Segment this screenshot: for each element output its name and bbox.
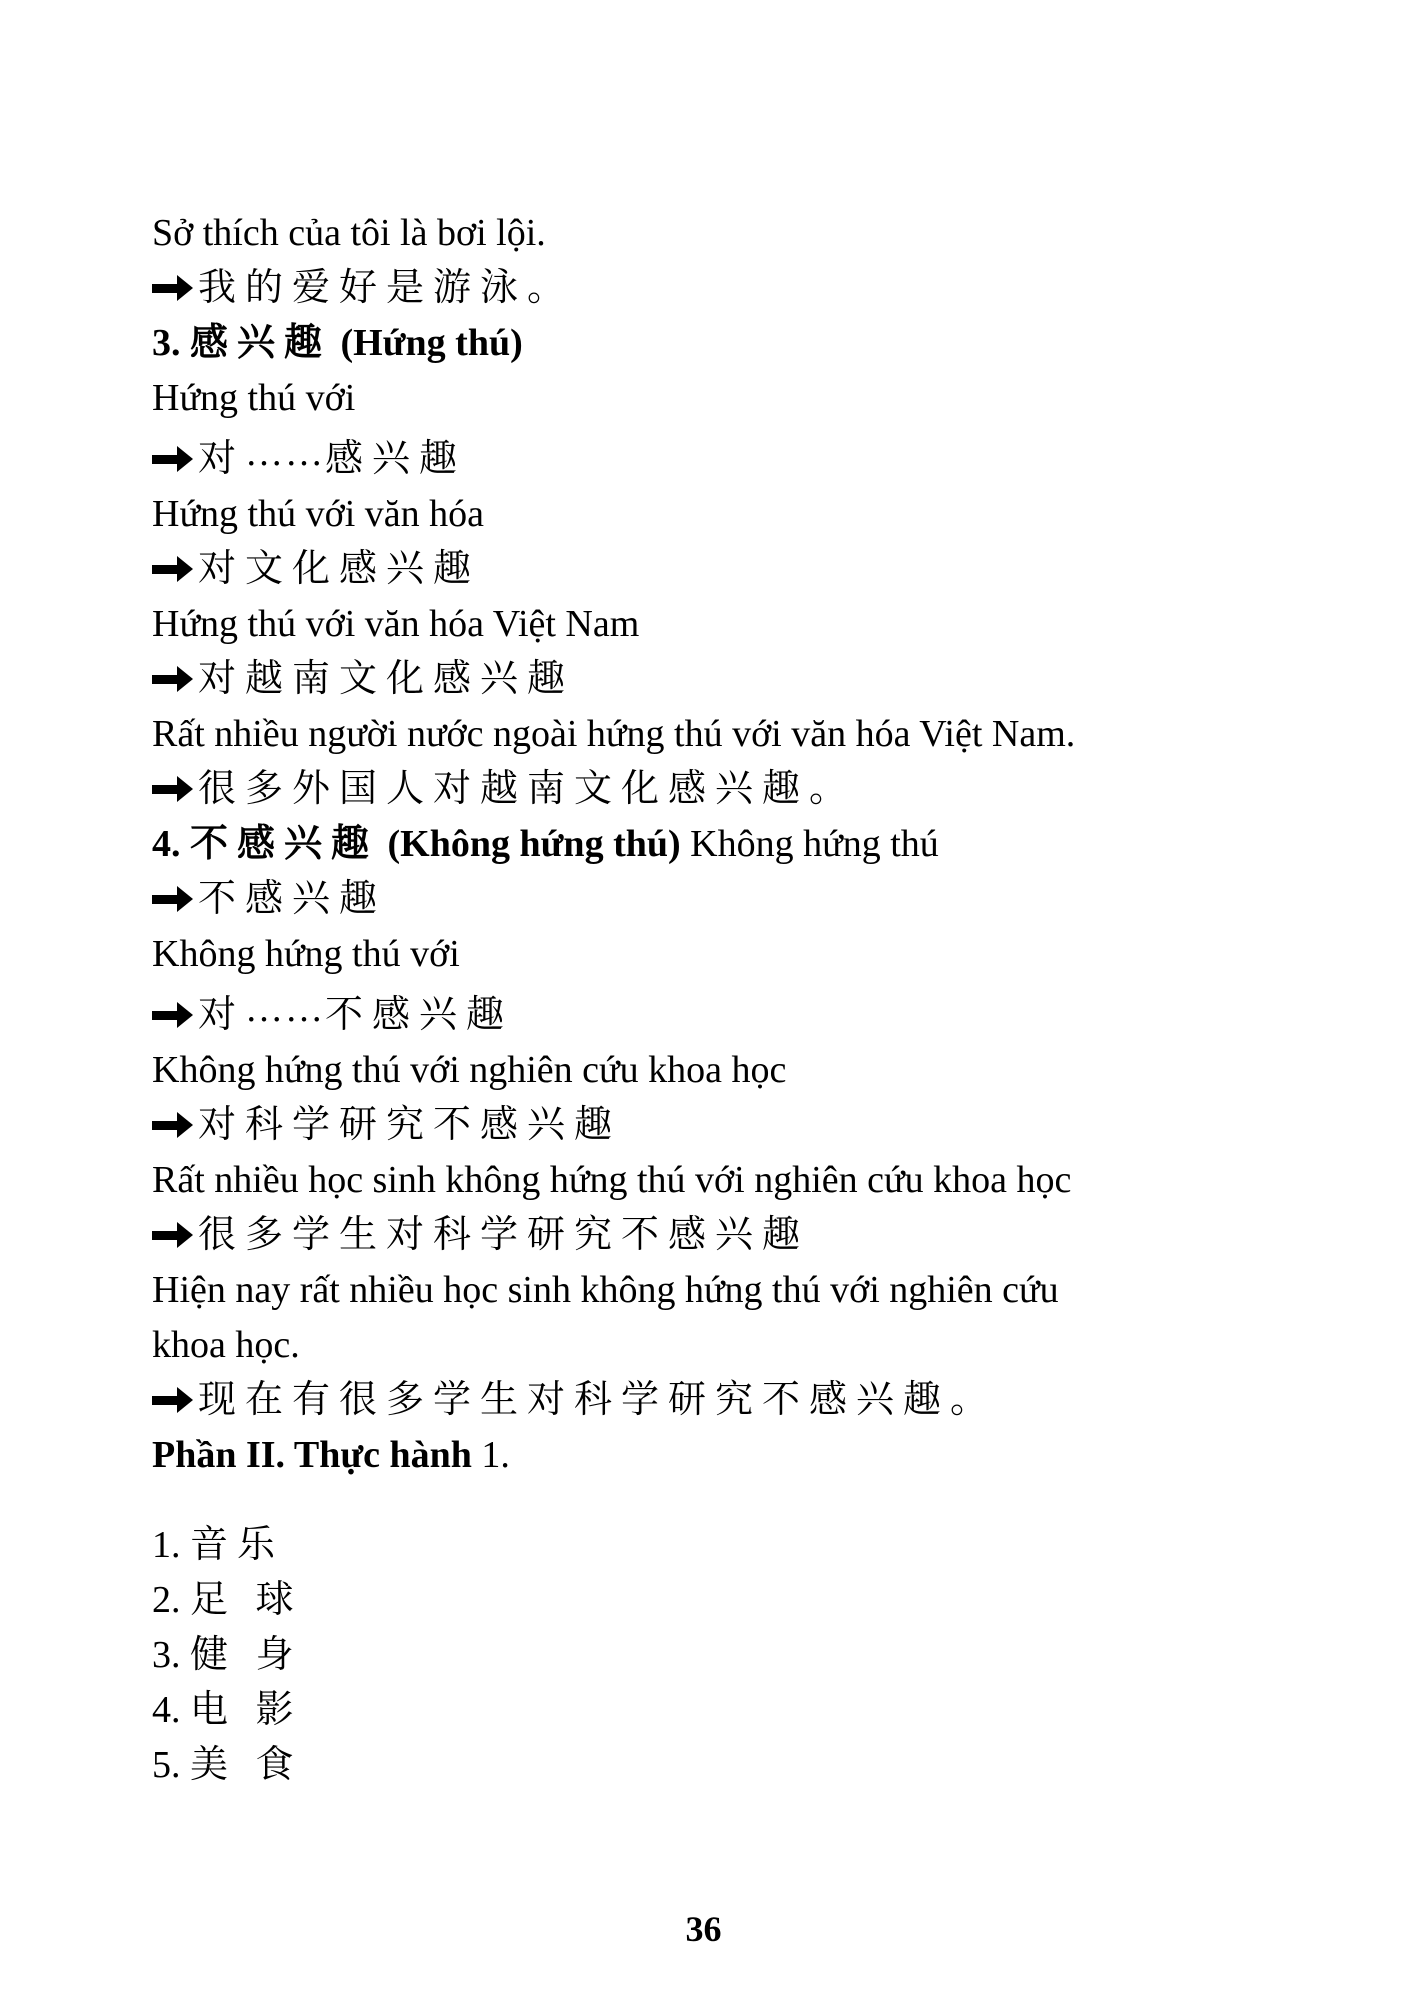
text-segment: 很多外国人对越南文化感兴趣。 <box>198 768 857 810</box>
text-segment: 1. <box>152 1524 190 1566</box>
document-body <box>152 206 1312 1793</box>
line-vietnamese <box>152 1043 1312 1098</box>
text-segment: Sở thích của tôi là bơi lội. <box>152 212 546 254</box>
text-segment: Không hứng thú với <box>152 933 460 975</box>
line-chinese-translation <box>152 872 1312 927</box>
text-segment: Rất nhiều người nước ngoài hứng thú với văn hóa Việt Nam. <box>152 713 1076 755</box>
right-arrow-icon <box>152 660 194 698</box>
text-segment: 健 身 <box>190 1634 303 1676</box>
text-segment: Hiện nay rất nhiều học sinh không hứng thú với nghiên cứu <box>152 1269 1059 1311</box>
text-segment: Không hứng thú với nghiên cứu khoa học <box>152 1049 787 1091</box>
right-arrow-icon <box>152 440 194 478</box>
text-segment: 4. <box>152 1689 190 1731</box>
page-footer <box>0 1908 1407 1950</box>
text-segment: 对 <box>198 438 246 480</box>
right-arrow-icon <box>152 880 194 918</box>
text-segment: 我的爱好是游泳。 <box>198 267 575 309</box>
right-arrow-icon <box>152 1106 194 1144</box>
section-heading <box>152 817 1312 872</box>
text-segment: 4. <box>152 823 190 865</box>
line-chinese-translation <box>152 426 1312 487</box>
list-item <box>152 1738 1312 1793</box>
text-segment: 1. <box>471 1434 510 1476</box>
text-segment: 感兴趣 <box>325 438 467 480</box>
line-vietnamese <box>152 206 1312 261</box>
line-chinese-translation <box>152 1373 1312 1428</box>
text-segment: …… <box>245 988 326 1030</box>
text-segment: 3. <box>152 1634 190 1676</box>
list-item <box>152 1683 1312 1738</box>
text-segment: 美 食 <box>190 1744 303 1786</box>
line-vietnamese <box>152 371 1312 426</box>
text-segment: …… <box>245 432 326 474</box>
right-arrow-icon <box>152 770 194 808</box>
right-arrow-icon <box>152 550 194 588</box>
text-segment: Rất nhiều học sinh không hứng thú với nghiên cứu khoa học <box>152 1159 1072 1201</box>
line-chinese-translation <box>152 982 1312 1043</box>
text-segment: Hứng thú với văn hóa <box>152 493 484 535</box>
text-segment: 5. <box>152 1744 190 1786</box>
text-segment: 音乐 <box>190 1524 285 1566</box>
spacer <box>152 1483 1312 1518</box>
line-chinese-translation <box>152 542 1312 597</box>
text-segment: 对 <box>198 994 246 1036</box>
text-segment: 感兴趣 <box>190 322 332 364</box>
text-segment: 不感兴趣 <box>190 823 379 865</box>
section-heading <box>152 316 1312 371</box>
text-segment: 很多学生对科学研究不感兴趣 <box>198 1214 810 1256</box>
text-segment: 现在有很多学生对科学研究不感兴趣。 <box>198 1379 998 1421</box>
right-arrow-icon <box>152 996 194 1034</box>
line-chinese-translation <box>152 762 1312 817</box>
line-vietnamese <box>152 707 1312 762</box>
text-segment: 电 影 <box>190 1689 303 1731</box>
page-number: 36 <box>685 1909 722 1949</box>
line-vietnamese <box>152 1263 1312 1318</box>
text-segment: khoa học. <box>152 1324 300 1366</box>
text-segment: (Không hứng thú) <box>378 823 681 865</box>
text-segment: Hứng thú với văn hóa Việt Nam <box>152 603 640 645</box>
list-item <box>152 1573 1312 1628</box>
text-segment: Phần II. Thực hành <box>152 1434 472 1476</box>
text-segment: 不感兴趣 <box>198 878 387 920</box>
line-vietnamese <box>152 487 1312 542</box>
text-segment: 3. <box>152 322 190 364</box>
list-item <box>152 1518 1312 1573</box>
line-chinese-translation <box>152 1098 1312 1153</box>
right-arrow-icon <box>152 1381 194 1419</box>
text-segment: Hứng thú với <box>152 377 356 419</box>
text-segment: 足 球 <box>190 1579 303 1621</box>
line-vietnamese <box>152 1318 1312 1373</box>
text-segment: (Hứng thú) <box>331 322 523 364</box>
line-chinese-translation <box>152 261 1312 316</box>
section-heading <box>152 1428 1312 1483</box>
right-arrow-icon <box>152 269 194 307</box>
line-vietnamese <box>152 597 1312 652</box>
text-segment: Không hứng thú <box>680 823 939 865</box>
text-segment: 对科学研究不感兴趣 <box>198 1104 622 1146</box>
text-segment: 对越南文化感兴趣 <box>198 658 575 700</box>
right-arrow-icon <box>152 1216 194 1254</box>
text-segment: 对文化感兴趣 <box>198 548 481 590</box>
line-chinese-translation <box>152 1208 1312 1263</box>
text-segment: 2. <box>152 1579 190 1621</box>
line-chinese-translation <box>152 652 1312 707</box>
line-vietnamese <box>152 1153 1312 1208</box>
line-vietnamese <box>152 927 1312 982</box>
text-segment: 不感兴趣 <box>325 994 514 1036</box>
list-item <box>152 1628 1312 1683</box>
